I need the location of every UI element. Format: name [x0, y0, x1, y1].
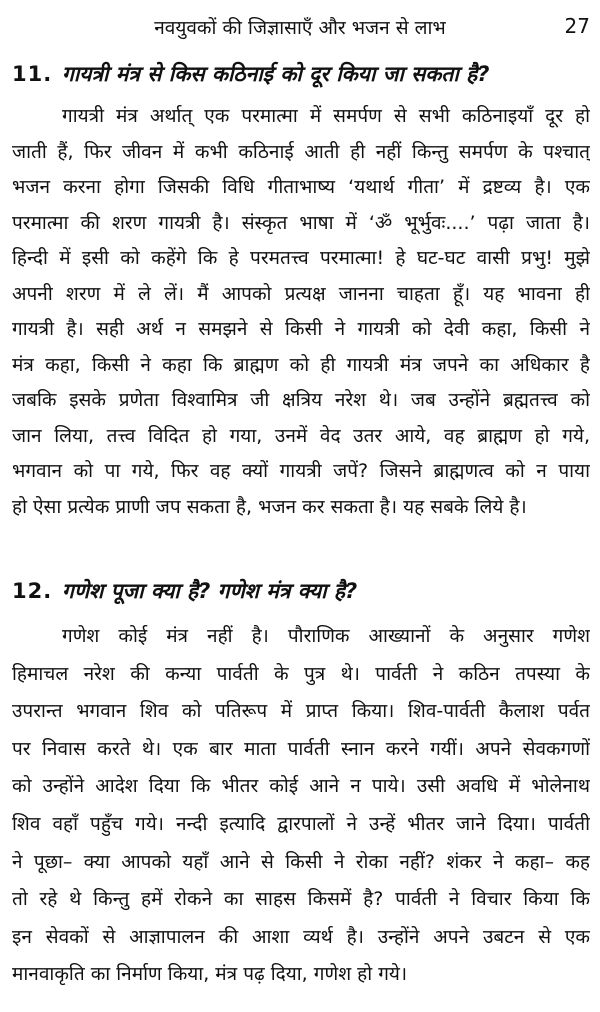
- text-line: उपरान्त भगवान शिव को पतिरूप में प्राप्त किया। शिव-पार्वती कैलाश पर्वत: [12, 700, 590, 723]
- text-line: भजन करना होगा जिसकी विधि गीताभाष्य ‘यथार्थ गीता’ में द्रष्टव्य है। एक: [12, 176, 590, 198]
- text-line: परमात्मा की शरण गायत्री है। संस्कृत भाषा में ‘ॐ भूर्भुवः....’ पढ़ा जाता है।: [12, 211, 590, 234]
- text-line: पर निवास करते थे। एक बार माता पार्वती स्नान करने गयीं। अपने सेवकगणों: [12, 737, 590, 760]
- question-text: गायत्री मंत्र से किस कठिनाई को दूर किया जा सकता है?: [62, 62, 490, 86]
- text-line: भगवान को पा गये, फिर वह क्यों गायत्री जपें? जिसने ब्राह्मणत्व को न पाया: [12, 460, 590, 482]
- question-number: 12.: [12, 579, 53, 603]
- text-line: शिव वहाँ पहुँच गये। नन्दी इत्यादि द्वारपालों ने उन्हें भीतर जाने दिया। पार्वती: [12, 812, 590, 835]
- text-line: गणेश कोई मंत्र नहीं है। पौराणिक आख्यानों के अनुसार गणेश: [62, 625, 590, 647]
- text-line: गायत्री है। सही अर्थ न समझने से किसी ने गायत्री को देवी कहा, किसी ने: [12, 318, 590, 340]
- text-line: जबकि इसके प्रणेता विश्वामित्र जी क्षत्रिय नरेश थे। जब उन्होंने ब्रह्मतत्त्व को: [12, 389, 590, 411]
- text-line: को उन्होंने आदेश दिया कि भीतर कोई आने न पाये। उसी अवधि में भोलेनाथ: [12, 775, 590, 798]
- header-title: नवयुवकों की जिज्ञासाएँ और भजन से लाभ: [154, 17, 446, 39]
- text-line: हो ऐसा प्रत्येक प्राणी जप सकता है, भजन कर सकता है। यह सबके लिये है।: [12, 495, 527, 518]
- text-line: जान लिया, तत्त्व विदित हो गया, उनमें वेद उतर आये, वह ब्राह्मण हो गये,: [12, 424, 590, 447]
- text-line: तो रहे थे किन्तु हमें रोकने का साहस किसमें है? पार्वती ने विचार किया कि: [12, 888, 590, 911]
- question-12-heading: [12, 577, 592, 605]
- text-line: हिमाचल नरेश की कन्या पार्वती के पुत्र थे। पार्वती ने कठिन तपस्या के: [12, 662, 590, 685]
- question-11-heading: [12, 60, 592, 88]
- text-line: गायत्री मंत्र अर्थात् एक परमात्मा में समर्पण से सभी कठिनाइयाँ दूर हो: [62, 105, 590, 127]
- question-text: गणेश पूजा क्या है? गणेश मंत्र क्या है?: [62, 579, 358, 603]
- question-number: 11.: [12, 62, 53, 86]
- text-line: ने पूछा– क्या आपको यहाँ आने से किसी ने रोका नहीं? शंकर ने कहा– कह: [12, 850, 590, 873]
- text-line: मंत्र कहा, किसी ने कहा कि ब्राह्मण को ही गायत्री मंत्र जपने का अधिकार है: [12, 353, 590, 376]
- text-line: जाती हैं, फिर जीवन में कभी कठिनाई आती ही नहीं किन्तु समर्पण के पश्चात्: [12, 140, 590, 163]
- answer-12-paragraph: [12, 618, 590, 994]
- page-number: 27: [564, 14, 590, 38]
- answer-11-paragraph: [12, 99, 590, 525]
- text-line: इन सेवकों से आज्ञापालन की आशा व्यर्थ है। उन्होंने अपने उबटन से एक: [12, 925, 590, 948]
- text-line: हिन्दी में इसी को कहेंगे कि हे परमतत्त्व परमात्मा! हे घट-घट वासी प्रभु! मुझे: [12, 247, 590, 269]
- text-line: मानवाकृति का निर्माण किया, मंत्र पढ़ दिया, गणेश हो गये।: [12, 963, 408, 986]
- text-line: अपनी शरण में ले लें। मैं आपको प्रत्यक्ष जानना चाहता हूँ। यह भावना ही: [12, 282, 590, 305]
- running-header: [0, 14, 600, 44]
